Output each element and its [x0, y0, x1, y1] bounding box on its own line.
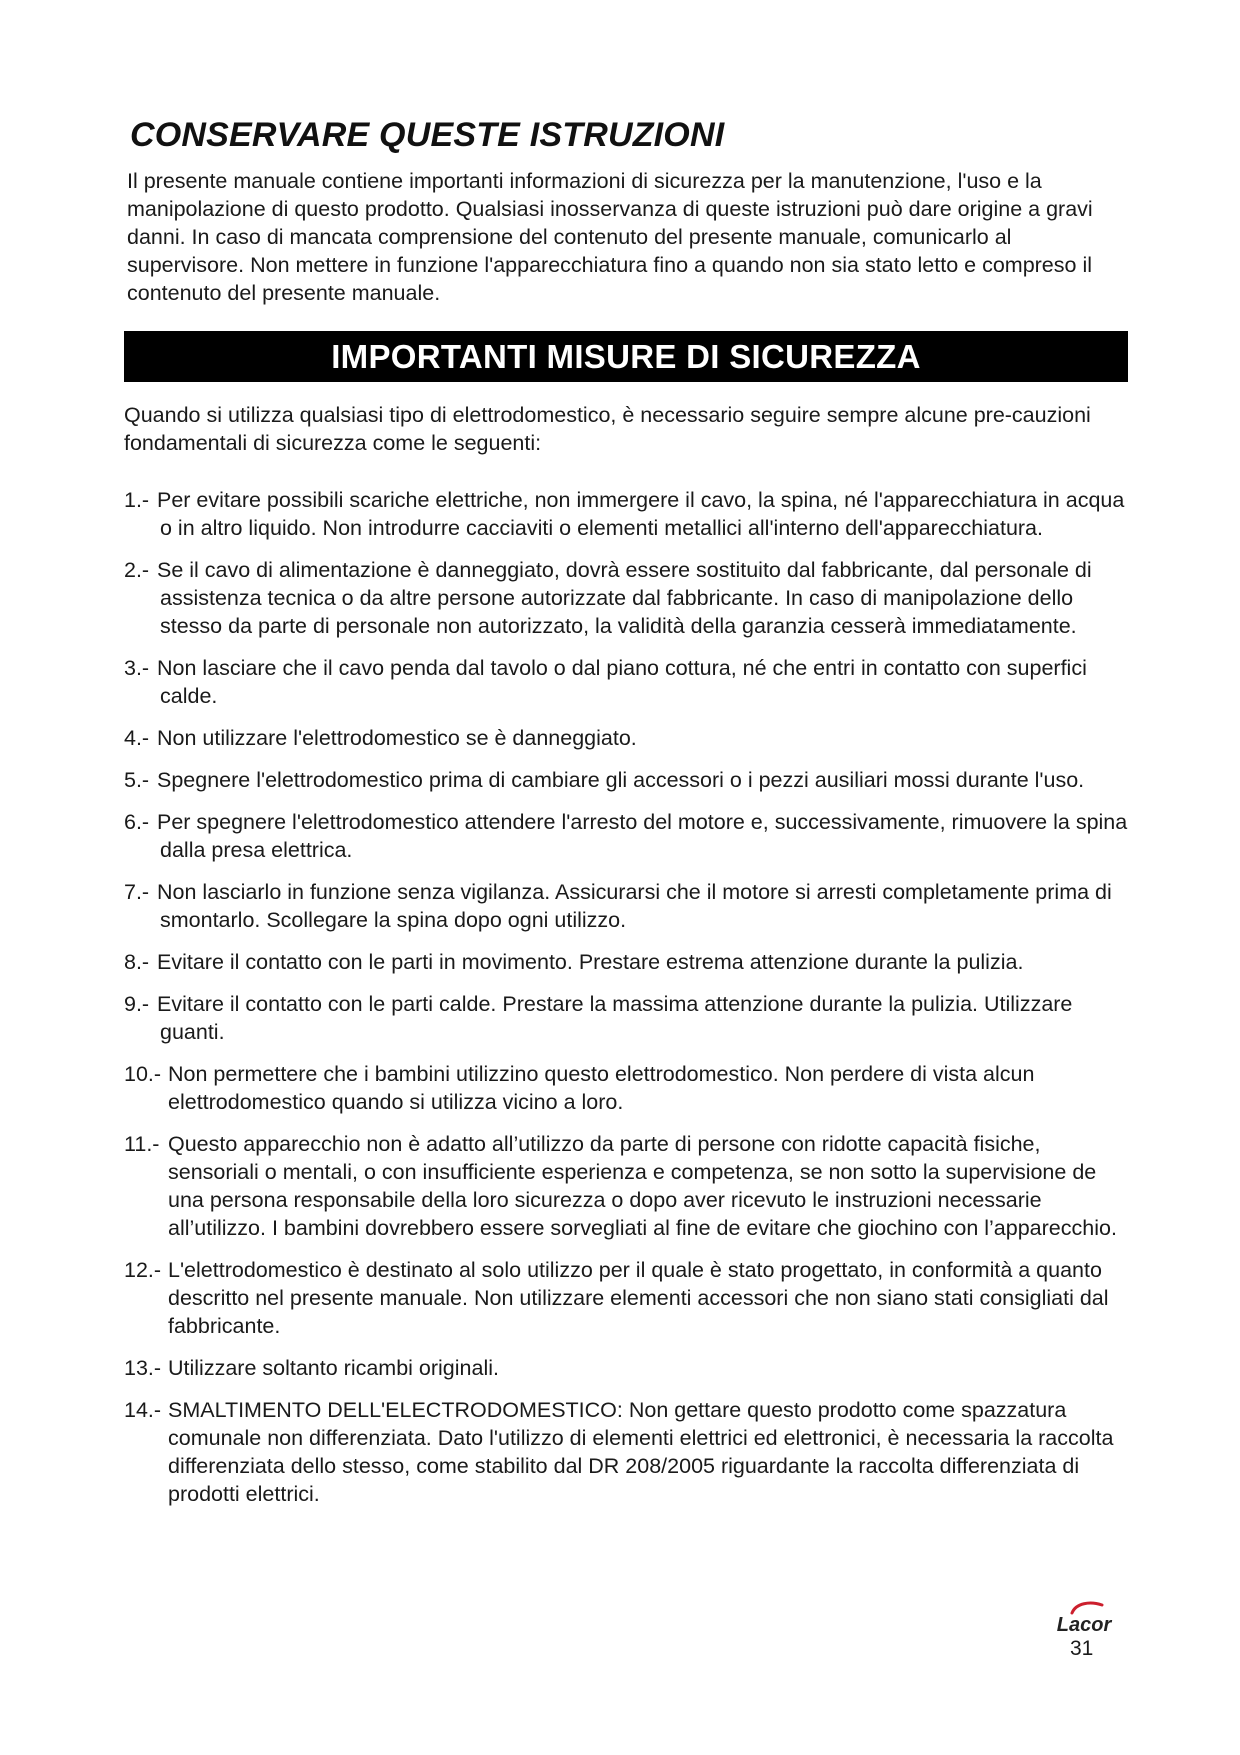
item-text: SMALTIMENTO DELL'ELECTRODOMESTICO: Non gettare questo prodotto come spazzatura comunale non differenziata. Dato l'utilizzo di elementi elettrici ed elettronici, è necessaria la raccolta differenziata dello stesso, come stabilito dal DR 208/2005 riguardante la raccolta differenziata di prodotti elettrici. — [168, 1398, 1114, 1506]
page-number: 31 — [1070, 1637, 1094, 1660]
list-item — [124, 1060, 1134, 1116]
item-text: Evitare il contatto con le parti in movimento. Prestare estrema attenzione durante la pulizia. — [157, 950, 1024, 974]
list-item — [124, 1130, 1134, 1242]
list-item — [124, 878, 1134, 934]
list-item — [124, 556, 1134, 640]
list-item — [124, 766, 1134, 794]
list-item — [124, 1354, 1134, 1382]
list-item — [124, 990, 1134, 1046]
list-item — [124, 654, 1134, 710]
item-text: Spegnere l'elettrodomestico prima di cambiare gli accessori o i pezzi ausiliari mossi durante l'uso. — [157, 768, 1085, 792]
list-item — [124, 724, 1134, 752]
item-number: 13.- — [124, 1356, 162, 1380]
page-heading: CONSERVARE QUESTE ISTRUZIONI — [130, 116, 725, 154]
item-text: L'elettrodomestico è destinato al solo utilizzo per il quale è stato progettato, in conformità a quanto descritto nel presente manuale. Non utilizzare elementi accessori che non siano stati consigliati dal fabbricante. — [168, 1258, 1109, 1338]
intro-paragraph: Il presente manuale contiene importanti informazioni di sicurezza per la manutenzione, l'uso e la manipolazione di questo prodotto. Qualsiasi inosservanza di queste istruzioni può dare origine a gravi danni. In caso di mancata comprensione del contenuto del presente manuale, comunicarlo al supervisore. Non mettere in funzione l'apparecchiatura fino a quando non sia stato letto e compreso il contenuto del presente manuale. — [127, 169, 1093, 305]
lacor-logo — [1044, 1591, 1124, 1637]
item-number: 4.- — [124, 726, 150, 750]
list-item — [124, 948, 1134, 976]
item-number: 10.- — [124, 1062, 162, 1086]
item-text: Per evitare possibili scariche elettriche, non immergere il cavo, la spina, né l'apparecchiatura in acqua o in altro liquido. Non introdurre cacciaviti o elementi metallici all'interno dell'apparecchiatura. — [157, 488, 1125, 540]
item-number: 12.- — [124, 1258, 162, 1282]
item-text: Non lasciare che il cavo penda dal tavolo o dal piano cottura, né che entri in contatto con superfici calde. — [157, 656, 1087, 708]
list-item — [124, 1256, 1134, 1340]
lead-paragraph: Quando si utilizza qualsiasi tipo di elettrodomestico, è necessario seguire sempre alcune pre-cauzioni fondamentali di sicurezza come le seguenti: — [124, 403, 1091, 455]
item-number: 14.- — [124, 1398, 162, 1422]
item-text: Non permettere che i bambini utilizzino questo elettrodomestico. Non perdere di vista alcun elettrodomestico quando si utilizza vicino a loro. — [168, 1062, 1035, 1114]
item-text: Non lasciarlo in funzione senza vigilanza. Assicurarsi che il motore si arresti completamente prima di smontarlo. Scollegare la spina dopo ogni utilizzo. — [157, 880, 1112, 932]
item-text: Questo apparecchio non è adatto all’utilizzo da parte di persone con ridotte capacità fisiche, sensoriali o mentali, o con insufficiente esperienza e competenza, se non sotto la supervisione de una persona responsabile della loro sicurezza o dopo aver ricevuto le instruzioni necessarie all’utilizzo. I bambini dovrebbero essere sorvegliati al fine de evitare che giochino con l’apparecchio. — [168, 1132, 1117, 1240]
list-item — [124, 486, 1134, 542]
item-number: 2.- — [124, 558, 150, 582]
logo-wordmark: Lacor — [1056, 1614, 1112, 1636]
item-number: 1.- — [124, 488, 150, 512]
item-text: Evitare il contatto con le parti calde. Prestare la massima attenzione durante la pulizia. Utilizzare guanti. — [157, 992, 1073, 1044]
section-banner: IMPORTANTI MISURE DI SICUREZZA — [124, 331, 1128, 382]
item-number: 6.- — [124, 810, 150, 834]
item-text: Non utilizzare l'elettrodomestico se è danneggiato. — [157, 726, 637, 750]
item-number: 8.- — [124, 950, 150, 974]
item-text: Per spegnere l'elettrodomestico attendere l'arresto del motore e, successivamente, rimuovere la spina dalla presa elettrica. — [157, 810, 1128, 862]
item-number: 11.- — [124, 1132, 160, 1156]
item-number: 5.- — [124, 768, 150, 792]
list-item — [124, 808, 1134, 864]
list-item — [124, 1396, 1134, 1508]
logo-swoosh — [1072, 1603, 1102, 1613]
item-number: 3.- — [124, 656, 150, 680]
item-text: Utilizzare soltanto ricambi originali. — [168, 1356, 499, 1380]
safety-list — [124, 486, 1134, 1522]
item-number: 7.- — [124, 880, 150, 904]
item-number: 9.- — [124, 992, 150, 1016]
item-text: Se il cavo di alimentazione è danneggiato, dovrà essere sostituito dal fabbricante, dal personale di assistenza tecnica o da altre persone autorizzate dal fabbricante. In caso di manipolazione dello stesso da parte di personale non autorizzato, la validità della garanzia cesserà immediatamente. — [157, 558, 1092, 638]
